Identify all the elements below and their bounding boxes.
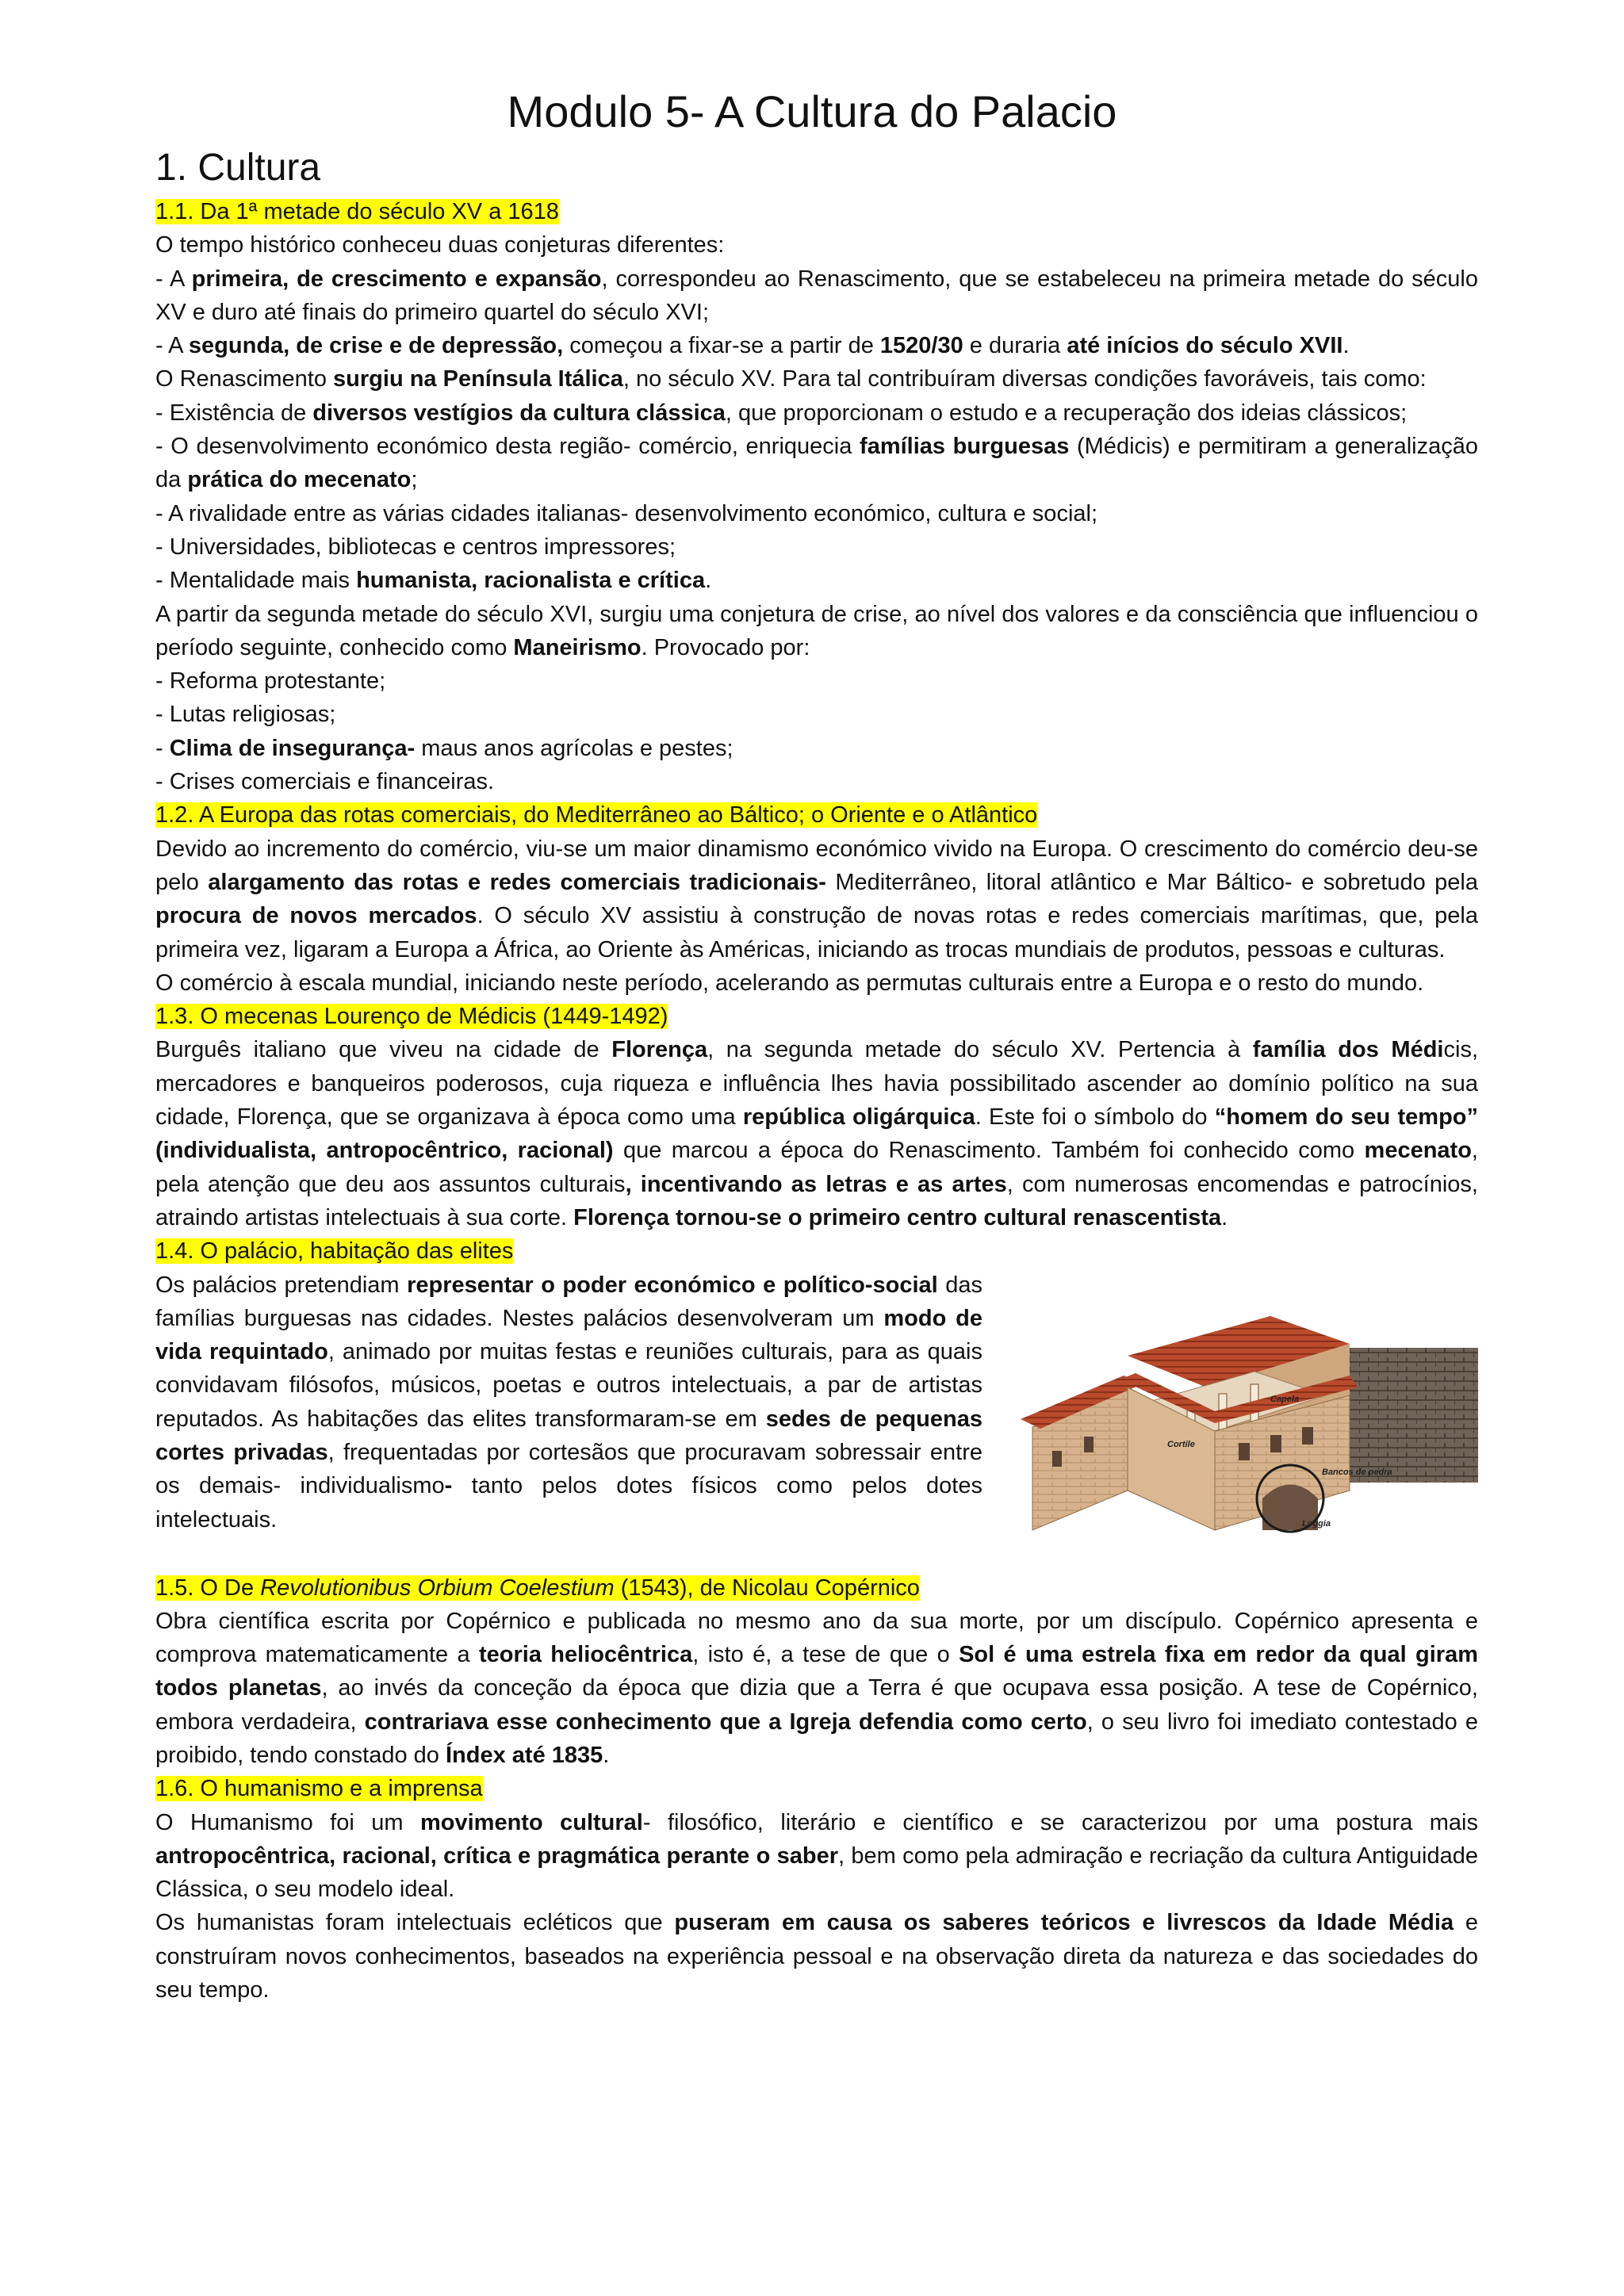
section-heading-1-5: 1.5. O De Revolutionibus Orbium Coelestium (1543), de Nicolau Copérnico bbox=[155, 1575, 920, 1601]
list-item: - Clima de insegurança- maus anos agrícolas e pestes; bbox=[155, 735, 733, 761]
paragraph: A partir da segunda metade do século XVI, surgiu uma conjetura de crise, ao nível dos valores e da consciência que influenciou o período seguinte, conhecido como Maneirismo. Provocado por: bbox=[155, 601, 1478, 660]
list-item: - A rivalidade entre as várias cidades italianas- desenvolvimento económico, cultura e social; bbox=[155, 500, 1098, 526]
paragraph: Obra científica escrita por Copérnico e publicada no mesmo ano da sua morte, por um discípulo. Copérnico apresenta e comprova matematicamente a teoria heliocêntrica, isto é, a tese de que o Sol é uma estrela fixa em redor da qual giram todos planetas, ao invés da conceção da época que dizia que a Terra é que ocupava essa posição. A tese de Copérnico, embora verdadeira, contrariava esse conhecimento que a Igreja defendia como certo, o seu livro foi imediato contestado e proibido, tendo constado do Índex até 1835. bbox=[155, 1608, 1478, 1768]
paragraph: O comércio à escala mundial, iniciando neste período, acelerando as permutas culturais entre a Europa e o resto do mundo. bbox=[155, 970, 1424, 996]
list-item: - Mentalidade mais humanista, racionalista e crítica. bbox=[155, 568, 712, 594]
section-heading-1-3: 1.3. O mecenas Lourenço de Médicis (1449-1492) bbox=[155, 1004, 668, 1030]
bancos-label: Bancos de pedra bbox=[1322, 1467, 1392, 1477]
list-item: - Reforma protestante; bbox=[155, 668, 386, 695]
document-body bbox=[155, 195, 1478, 2007]
paragraph: - A segunda, de crise e de depressão, começou a fixar-se a partir de 1520/30 e duraria até inícios do século XVII. bbox=[155, 333, 1350, 359]
list-item: - Universidades, bibliotecas e centros impressores; bbox=[155, 534, 676, 560]
section-heading-1-1: 1.1. Da 1ª metade do século XV a 1618 bbox=[155, 199, 559, 224]
document-title: Modulo 5- A Cultura do Palacio bbox=[507, 86, 1117, 136]
list-item: - Existência de diversos vestígios da cultura clássica, que proporcionam o estudo e a recuperação dos ideias clássicos; bbox=[155, 400, 1408, 426]
paragraph: O Humanismo foi um movimento cultural- filosófico, literário e científico e se caracterizou por uma postura mais antropocêntrica, racional, crítica e pragmática perante o saber, bem como pela admiração e recriação da cultura Antiguidade Clássica, o seu modelo ideal. bbox=[155, 1809, 1478, 1903]
paragraph: Devido ao incremento do comércio, viu-se um maior dinamismo económico vivido na Europa. O crescimento do comércio deu-se pelo alargamento das rotas e redes comerciais tradicionais- Mediterrâneo, litoral atlântico e Mar Báltico- e sobretudo pela procura de novos mercados. O século XV assistiu à construção de novas rotas e redes comerciais marítimas, que, pela primeira vez, ligaram a Europa a África, ao Oriente às Américas, iniciando as trocas mundiais de produtos, pessoas e culturas. bbox=[155, 836, 1479, 962]
list-item: - Lutas religiosas; bbox=[155, 702, 336, 728]
section-heading-1-2: 1.2. A Europa das rotas comerciais, do Mediterrâneo ao Báltico; o Oriente e o Atlântico bbox=[155, 802, 1038, 828]
paragraph: Os palácios pretendiam representar o poder económico e político-social das famílias burguesas nas cidades. Nestes palácios desenvolveram um modo de vida requintado, animado por muitas festas e reuniões culturais, para as quais convidavam filósofos, músicos, poetas e outros intelectuais, a par de artistas reputados. As habitações das elites transformaram-se em sedes de pequenas cortes privadas, frequentadas por cortesãos que procuravam sobressair entre os demais- individualismo- tanto pelos dotes físicos como pelos dotes intelectuais. bbox=[155, 1272, 983, 1533]
paragraph: Burguês italiano que viveu na cidade de Florença, na segunda metade do século XV. Pertencia à família dos Médicis, mercadores e banqueiros poderosos, cuja riqueza e influência lhes havia possibilitado ascender ao domínio político na sua cidade, Florença, que se organizava à época como uma república oligárquica. Este foi o símbolo do “homem do seu tempo” (individualista, antropocêntrico, racional) que marcou a época do Renascimento. Também foi conhecido como mecenato, pela atenção que deu aos assuntos culturais, incentivando as letras e as artes, com numerosas encomendas e patrocínios, atraindo artistas intelectuais à sua corte. Florença tornou-se o primeiro centro cultural renascentista. bbox=[155, 1037, 1479, 1230]
section-heading-1-4: 1.4. O palácio, habitação das elites bbox=[155, 1238, 514, 1265]
list-item: - O desenvolvimento económico desta região- comércio, enriquecia famílias burguesas (Médicis) e permitiram a generalização da prática do mecenato; bbox=[155, 434, 1478, 493]
loggia-label: Loggia bbox=[1302, 1518, 1331, 1529]
list-item: - Crises comerciais e financeiras. bbox=[155, 769, 495, 795]
section-heading-1-6: 1.6. O humanismo e a imprensa bbox=[155, 1776, 483, 1802]
palace-illustration bbox=[1017, 1300, 1478, 1538]
chapter-heading: 1. Cultura bbox=[155, 147, 321, 189]
paragraph: O tempo histórico conheceu duas conjeturas diferentes: bbox=[155, 232, 725, 258]
paragraph: Os humanistas foram intelectuais ecléticos que puseram em causa os saberes teóricos e livrescos da Idade Média e construíram novos conhecimentos, baseados na experiência pessoal e na observação direta da natureza e das sociedades do seu tempo. bbox=[155, 1910, 1478, 2003]
paragraph: - A primeira, de crescimento e expansão, correspondeu ao Renascimento, que se estabeleceu na primeira metade do século XV e duro até finais do primeiro quartel do século XVI; bbox=[155, 266, 1478, 325]
paragraph: O Renascimento surgiu na Península Itálica, no século XV. Para tal contribuíram diversas condições favoráveis, tais como: bbox=[155, 366, 1427, 392]
cortile-label: Cortile bbox=[1167, 1439, 1195, 1449]
capela-label: Capela bbox=[1270, 1394, 1300, 1404]
